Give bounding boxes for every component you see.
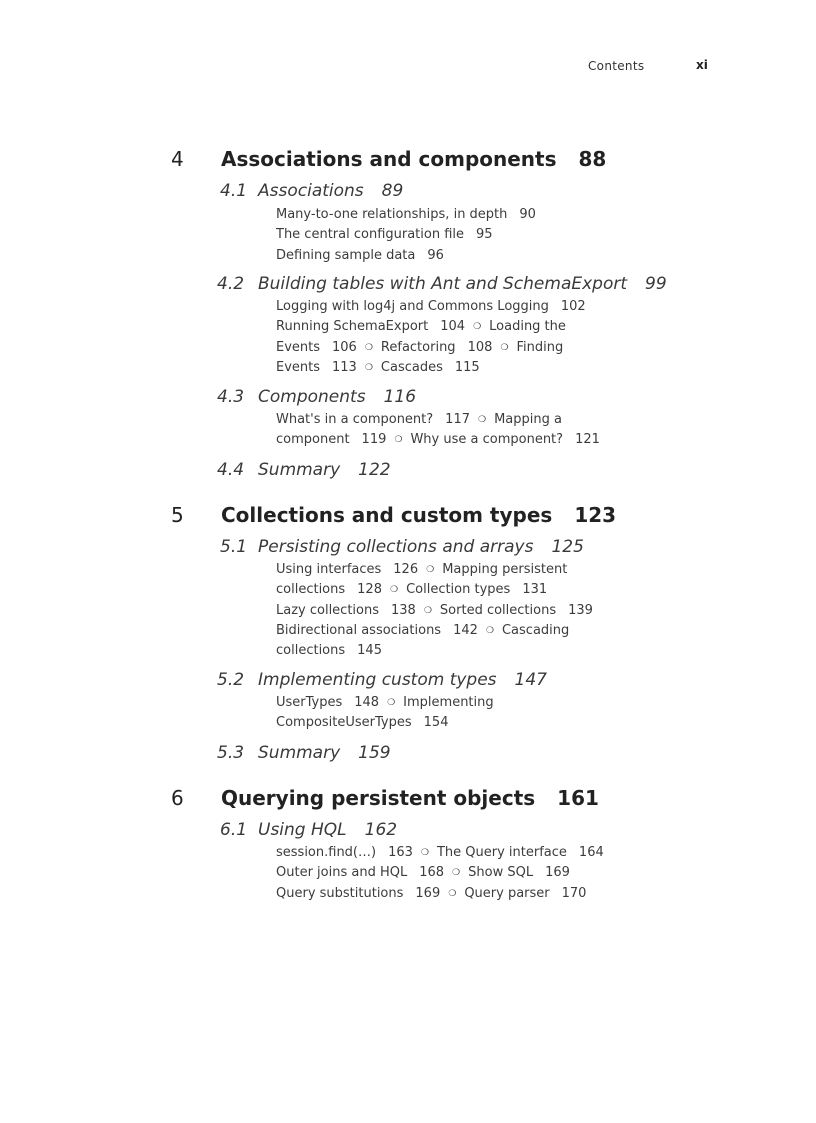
- bullet-icon: ❍: [478, 415, 487, 425]
- section-title: Using HQL 162: [258, 820, 398, 840]
- running-title: Contents: [588, 59, 645, 73]
- topic-line: session.find(…) 163 ❍ The Query interface 164: [276, 843, 636, 863]
- topic-line: Events 113 ❍ Cascades 115: [276, 358, 636, 378]
- section-4-1-topics: [276, 205, 636, 266]
- section-title: Components 116: [258, 387, 417, 407]
- topic-line: CompositeUserTypes 154: [276, 715, 449, 731]
- bullet-icon: ❍: [364, 342, 373, 353]
- chapter-page: 161: [557, 786, 599, 810]
- bullet-icon: ❍: [423, 605, 432, 616]
- section-4-3-topics: [276, 410, 636, 451]
- section-4-1[interactable]: [0, 181, 816, 203]
- chapter-number: 5: [171, 503, 184, 527]
- section-page: 147: [514, 670, 547, 690]
- bullet-icon: ❍: [420, 848, 429, 858]
- section-4-4[interactable]: [0, 460, 816, 482]
- bullet-icon: ❍: [448, 888, 457, 899]
- chapter-title: Associations and components 88: [221, 147, 607, 171]
- section-page: 159: [358, 743, 391, 763]
- bullet-icon: ❍: [500, 342, 509, 353]
- topic-line: Using interfaces 126 ❍ Mapping persistent: [276, 560, 636, 580]
- topic-line: Lazy collections 138 ❍ Sorted collections 139: [276, 601, 636, 621]
- section-4-2-topics: [276, 297, 636, 378]
- topic-line: Query substitutions 169 ❍ Query parser 170: [276, 884, 636, 904]
- topic-line: UserTypes 148 ❍ Implementing: [276, 693, 636, 713]
- section-number: 5.2: [217, 670, 245, 690]
- section-number: 5.1: [220, 537, 248, 557]
- section-page: 122: [358, 460, 391, 480]
- section-page: 116: [383, 387, 417, 407]
- section-page: 162: [364, 820, 398, 840]
- section-5-2[interactable]: [0, 670, 816, 692]
- section-page: 125: [551, 537, 584, 557]
- section-page: 89: [381, 181, 404, 201]
- section-number: 4.4: [217, 460, 245, 480]
- bullet-icon: ❍: [426, 565, 435, 575]
- bullet-icon: ❍: [387, 698, 396, 708]
- section-page: 99: [645, 274, 667, 294]
- chapter-number: 6: [171, 786, 184, 810]
- topic-line: Many-to-one relationships, in depth 90: [276, 207, 536, 222]
- section-title: Persisting collections and arrays 125: [258, 537, 584, 557]
- topic-line: Bidirectional associations 142 ❍ Cascading: [276, 621, 636, 641]
- section-number: 6.1: [220, 820, 248, 840]
- section-5-1[interactable]: [0, 537, 816, 559]
- section-number: 5.3: [217, 743, 245, 763]
- topic-line: Running SchemaExport 104 ❍ Loading the: [276, 317, 636, 337]
- section-5-3[interactable]: [0, 743, 816, 765]
- section-4-3[interactable]: [0, 387, 816, 409]
- topic-line: Defining sample data 96: [276, 247, 444, 263]
- bullet-icon: ❍: [389, 585, 399, 596]
- topic-line: The central configuration file 95: [276, 227, 493, 243]
- topic-line: collections 128 ❍ Collection types 131: [276, 580, 636, 600]
- section-number: 4.3: [217, 387, 245, 407]
- section-title: Summary 122: [258, 460, 391, 480]
- page-number: xi: [696, 58, 708, 72]
- topic-line: What's in a component? 117 ❍ Mapping a: [276, 410, 636, 430]
- section-title: Associations 89: [258, 181, 404, 201]
- bullet-icon: ❍: [473, 322, 482, 333]
- section-6-1[interactable]: [0, 820, 816, 842]
- section-title: Implementing custom types 147: [258, 670, 547, 690]
- section-4-2[interactable]: [0, 274, 816, 296]
- section-number: 4.2: [217, 274, 245, 294]
- bullet-icon: ❍: [452, 868, 461, 879]
- chapter-4-heading[interactable]: [0, 147, 816, 173]
- topic-line: Events 106 ❍ Refactoring 108 ❍ Finding: [276, 338, 636, 358]
- chapter-6-heading[interactable]: [0, 786, 816, 812]
- chapter-number: 4: [171, 147, 184, 171]
- chapter-page: 88: [578, 147, 607, 171]
- section-number: 4.1: [220, 181, 248, 201]
- bullet-icon: ❍: [364, 362, 373, 373]
- topic-line: collections 145: [276, 643, 382, 659]
- chapter-page: 123: [574, 503, 617, 527]
- section-title: Summary 159: [258, 743, 391, 763]
- bullet-icon: ❍: [394, 435, 403, 446]
- section-6-1-topics: [276, 843, 636, 904]
- section-title: Building tables with Ant and SchemaExport 99: [258, 274, 667, 294]
- chapter-title: Collections and custom types 123: [221, 503, 617, 527]
- section-5-2-topics: [276, 693, 636, 734]
- bullet-icon: ❍: [485, 625, 494, 636]
- chapter-5-heading[interactable]: [0, 503, 816, 529]
- chapter-title: Querying persistent objects 161: [221, 786, 599, 810]
- topic-line: component 119 ❍ Why use a component? 121: [276, 430, 636, 450]
- section-5-1-topics: [276, 560, 636, 661]
- topic-line: Logging with log4j and Commons Logging 102: [276, 299, 586, 314]
- topic-line: Outer joins and HQL 168 ❍ Show SQL 169: [276, 863, 636, 883]
